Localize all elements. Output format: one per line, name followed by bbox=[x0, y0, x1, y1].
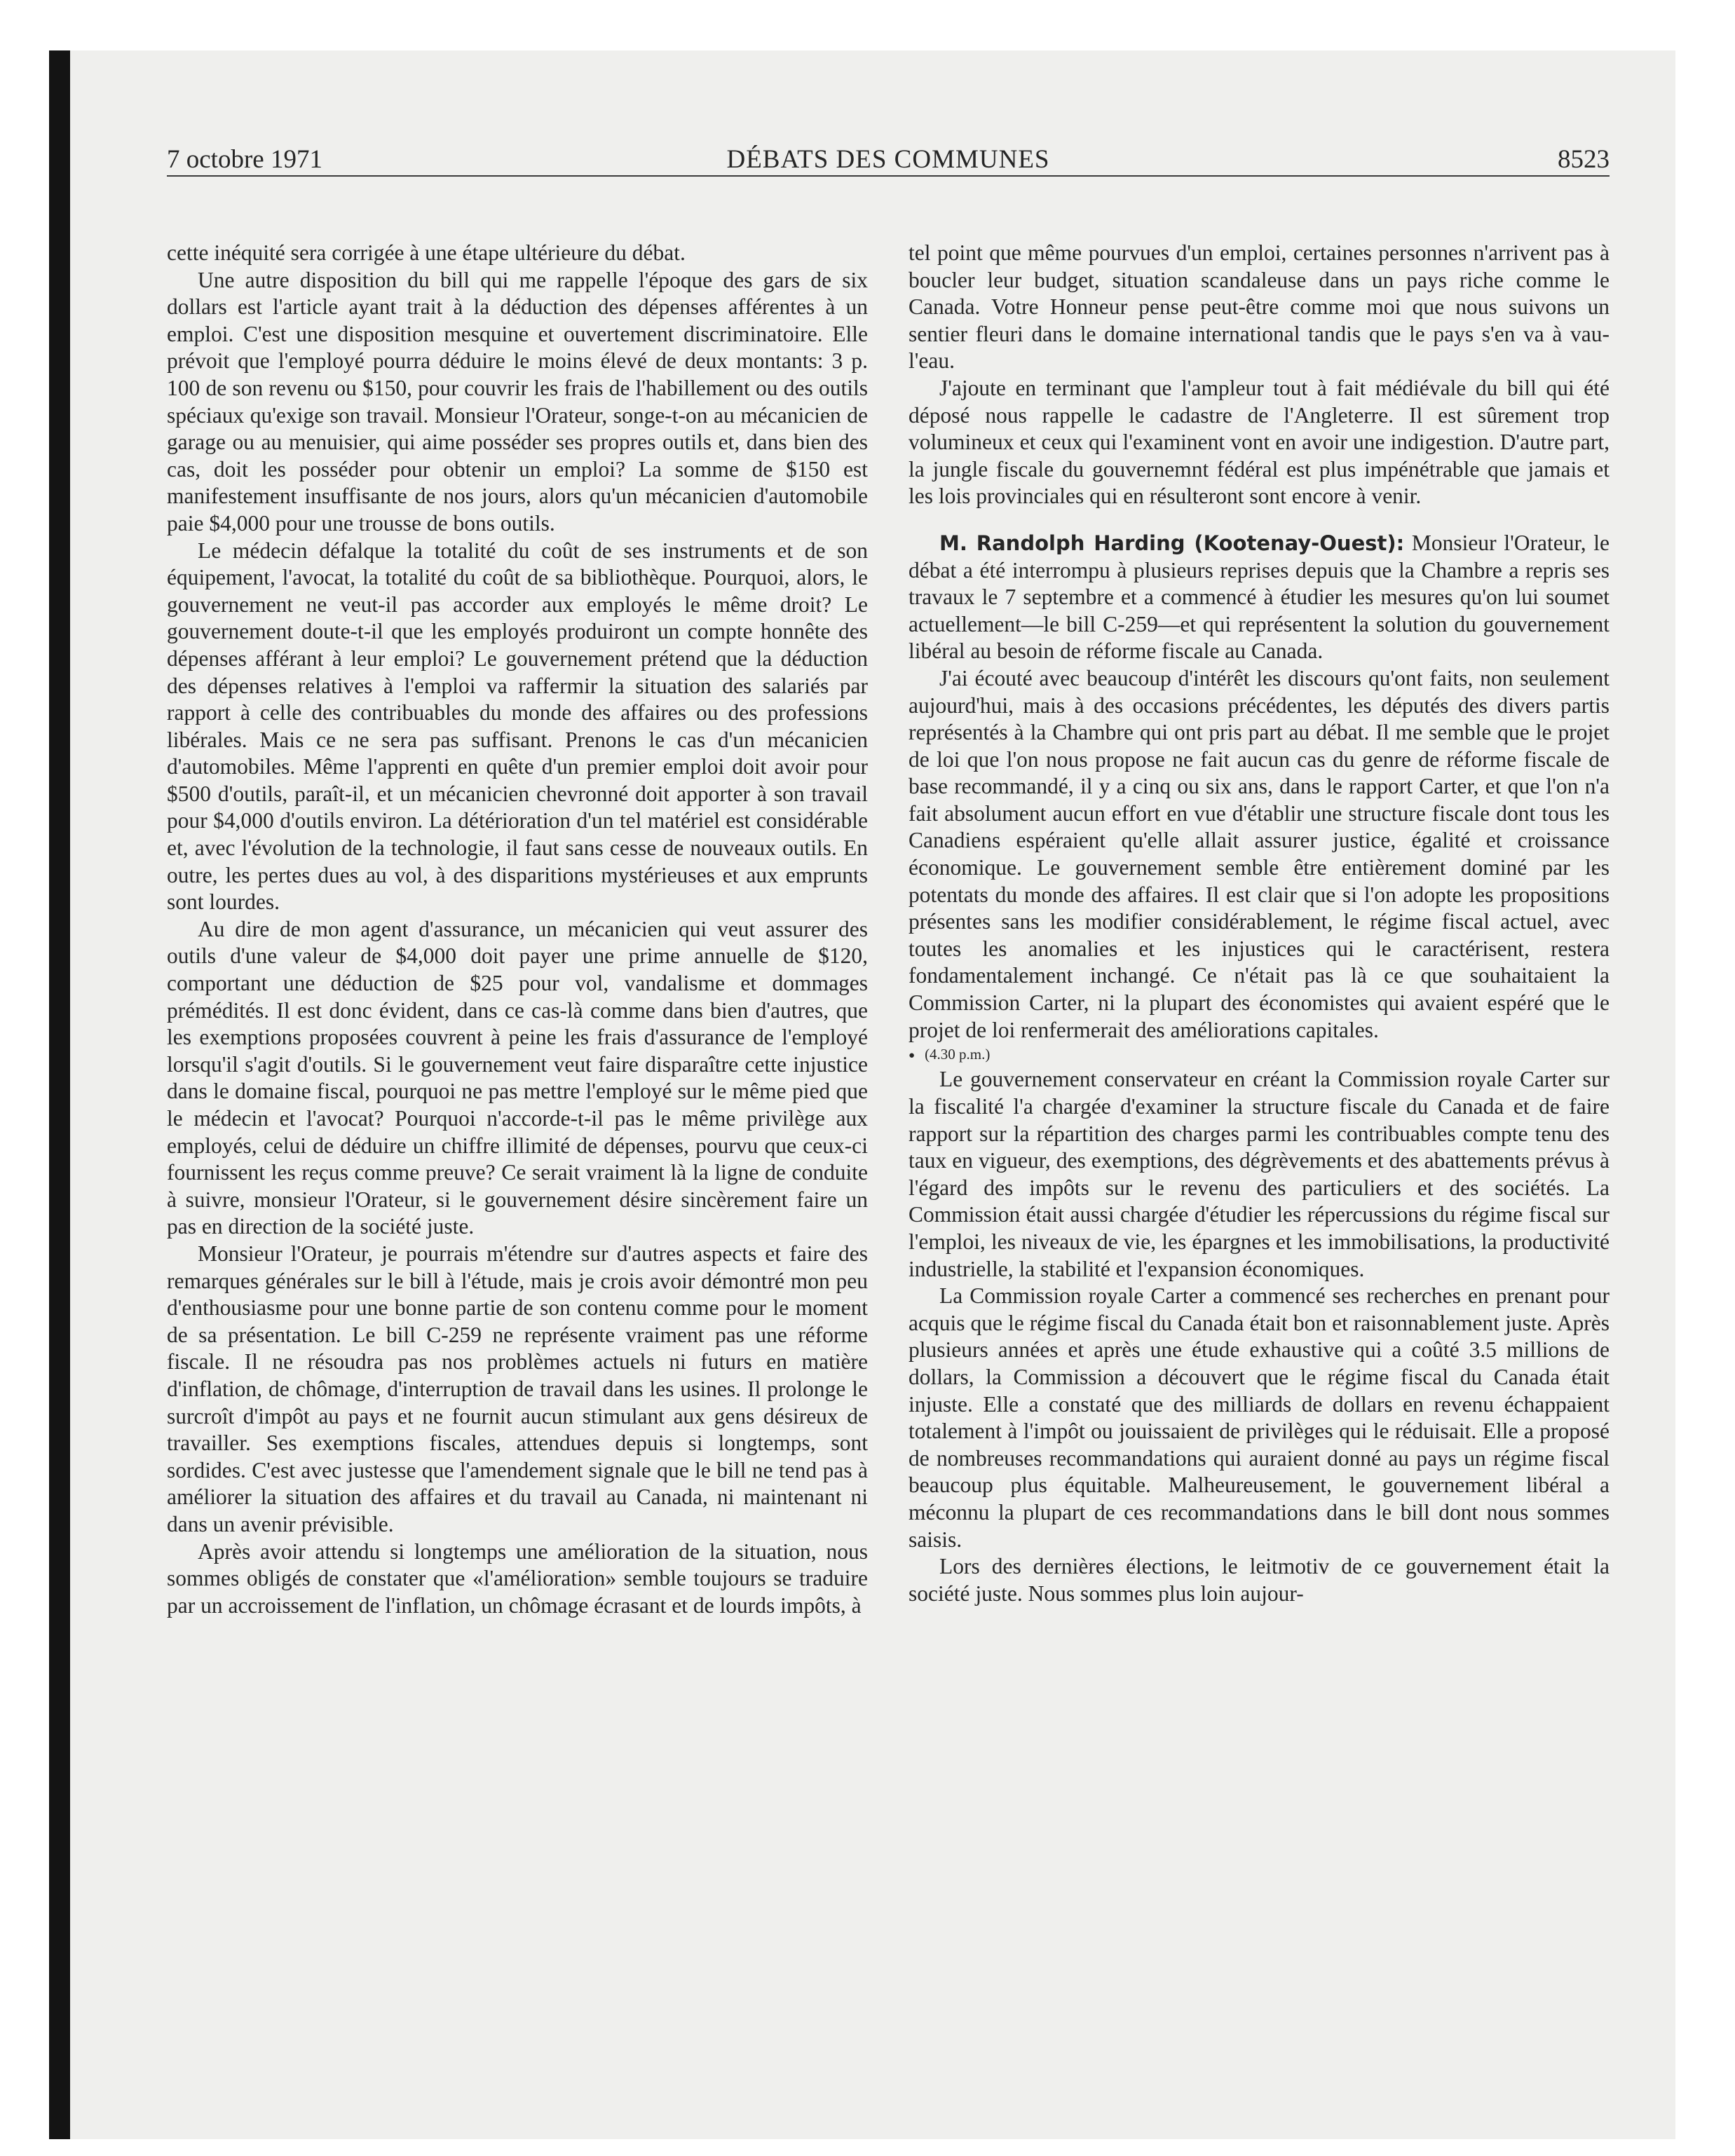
timestamp bbox=[909, 1044, 1610, 1066]
right-column bbox=[909, 240, 1610, 1607]
paragraph: Au dire de mon agent d'assurance, un mécanicien qui veut assurer des outils d'une valeur de $4,000 doit payer une prime annuelle de $120, comportant une déduction de $25 pour vol, vandalisme et dommages prémédités. Il est donc évident, dans ce cas-là comme dans bien d'autres, que les exemptions proposées couvrent à peine les frais d'assurance de l'employé lorsqu'il s'agit d'outils. Si le gouvernement veut faire disparaître cette injustice dans le domaine fiscal, pourquoi ne pas mettre l'employé sur le même pied que le médecin et l'avocat? Pourquoi n'accorde-t-il pas le même privilège aux employés, celui de déduire un chiffre illimité de dépenses, pourvu que ceux-ci fournissent les reçus comme preuve? Ce serait vraiment là la ligne de conduite à suivre, monsieur l'Orateur, si le gouvernement désire sincèrement faire un pas en direction de la société juste. bbox=[167, 916, 868, 1239]
header-title: DÉBATS DES COMMUNES bbox=[726, 145, 1050, 174]
paragraph: Lors des dernières élections, le leitmotiv de ce gouvernement était la société juste. Nous sommes plus loin aujour- bbox=[909, 1554, 1610, 1606]
document-page bbox=[167, 144, 1610, 2121]
timestamp-text: (4.30 p.m.) bbox=[925, 1046, 991, 1063]
paragraph: tel point que même pourvues d'un emploi, certaines personnes n'arrivent pas à boucler leur budget, situation scandaleuse dans un pays riche comme le Canada. Votre Honneur pense peut-être comme moi que nous suivons un sentier fleuri dans le domaine international tandis que le pays s'en va à vau-l'eau. bbox=[909, 240, 1610, 374]
speech-text: Monsieur l'Orateur, le débat a été interrompu à plusieurs reprises depuis que la Chambre a repris ses travaux le 7 septembre et a commencé à étudier les mesures qu'on lui soumet actuellement—le bill C-259—et qui représentent la solution du gouvernement libéral au besoin de réforme fiscale au Canada. bbox=[909, 530, 1610, 664]
bullet-icon: ● bbox=[909, 1050, 916, 1062]
speaker-name: M. Randolph Harding (Kootenay-Ouest): bbox=[939, 531, 1405, 555]
left-column bbox=[167, 240, 868, 1619]
speech-paragraph bbox=[909, 530, 1610, 665]
scan-binding-edge bbox=[49, 50, 70, 2139]
paragraph: Le gouvernement conservateur en créant la Commission royale Carter sur la fiscalité l'a chargée d'examiner la structure fiscale du Canada et de faire rapport sur la répartition des charges parmi les contribuables compte tenu des taux en vigueur, des exemptions, des dégrèvements et des abattements prévus à l'égard des impôts sur le revenu des particuliers et des sociétés. La Commission était aussi chargée d'étudier les répercussions du régime fiscal sur l'emploi, les niveaux de vie, les épargnes et les immobilisations, la productivité industrielle, la stabilité et l'expansion économiques. bbox=[909, 1067, 1610, 1281]
paragraph: Après avoir attendu si longtemps une amélioration de la situation, nous sommes obligés de constater que «l'amélioration» semble toujours se traduire par un accroissement de l'inflation, un chômage écrasant et de lourds impôts, à bbox=[167, 1538, 868, 1618]
header-page-number: 8523 bbox=[1558, 145, 1610, 174]
paragraph: J'ai écouté avec beaucoup d'intérêt les discours qu'ont faits, non seulement aujourd'hui, mais à des occasions précédentes, les députés des divers partis représentés à la Chambre qui ont pris part au débat. Il me semble que le projet de loi que l'on nous propose ne fait aucun cas du genre de réforme fiscale de base recommandé, il y a cinq ou six ans, dans le rapport Carter, et que l'on n'a fait absolument aucun effort en vue d'établir une structure fiscale dont tous les Canadiens espéraient qu'elle allait assurer justice, égalité et croissance économique. Le gouvernement semble être entièrement dominé par les potentats du monde des affaires. Il est clair que si l'on adopte les propositions présentes sans les modifier considérablement, le régime fiscal actuel, avec toutes les anomalies et les injustices qui le caractérisent, restera fondamentalement inchangé. Ce n'était pas là ce que souhaitaient la Commission Carter, ni la plupart des économistes qui avaient espéré que le projet de loi renfermerait des améliorations capitales. bbox=[909, 665, 1610, 1042]
paragraph: cette inéquité sera corrigée à une étape ultérieure du débat. bbox=[167, 240, 686, 265]
paragraph: Le médecin défalque la totalité du coût de ses instruments et de son équipement, l'avocat, la totalité du coût de sa bibliothèque. Pourquoi, alors, le gouvernement ne veut-il pas accorder aux employés le même droit? Le gouvernement doute-t-il que les employés produiront un compte honnête des dépenses afférant à leur emploi? Le gouvernement prétend que la déduction des dépenses relatives à l'emploi va raffermir la situation des salariés par rapport à celle des contribuables du monde des affaires ou des professions libérales. Mais ce ne sera pas suffisant. Prenons le cas d'un mécanicien d'automobiles. Même l'apprenti en quête d'un premier emploi doit avoir pour $500 d'outils, paraît-il, et un mécanicien chevronné doit apporter à son travail pour $4,000 d'outils environ. La détérioration d'un tel matériel est considérable et, avec l'évolution de la technologie, il faut sans cesse de nouveaux outils. En outre, les pertes dues au vol, à des disparitions mystérieuses et aux emprunts sont lourdes. bbox=[167, 538, 868, 915]
paragraph: La Commission royale Carter a commencé ses recherches en prenant pour acquis que le régime fiscal du Canada était bon et raisonnablement juste. Après plusieurs années et après une étude exhaustive qui a coûté 3.5 millions de dollars, la Commission a découvert que le régime fiscal du Canada était injuste. Elle a constaté que des milliards de dollars en revenu échappaient totalement à l'impôt ou jouissaient de privilèges qui le réduisait. Elle a proposé de nombreuses recommandations qui auraient donné au pays un régime fiscal beaucoup plus équitable. Malheureusement, le gouvernement libéral a méconnu la plupart de ces recommandations dans le bill dont nous sommes saisis. bbox=[909, 1283, 1610, 1552]
paragraph: Monsieur l'Orateur, je pourrais m'étendre sur d'autres aspects et faire des remarques générales sur le bill à l'étude, mais je crois avoir démontré mon peu d'enthousiasme pour une bonne partie de son contenu comme pour le moment de sa présentation. Le bill C-259 ne représente vraiment pas une réforme fiscale. Il ne résoudra pas nos problèmes actuels ni futurs en matière d'inflation, de chômage, d'interruption de travail dans les usines. Il prolonge le surcroît d'impôt au pays et ne fournit aucun stimulant aux gens désireux de travailler. Ses exemptions fiscales, attendues depuis si longtemps, sont sordides. C'est avec justesse que l'amendement signale que le bill ne tend pas à améliorer la situation des affaires et du travail au Canada, ni maintenant ni dans un avenir prévisible. bbox=[167, 1241, 868, 1536]
paragraph: J'ajoute en terminant que l'ampleur tout à fait médiévale du bill qui été déposé nous rappelle le cadastre de l'Angleterre. Il est sûrement trop volumineux et ceux qui l'examinent vont en avoir une indigestion. D'autre part, la jungle fiscale du gouvernemnt fédéral est plus impénétrable que jamais et les lois provinciales qui en résulteront sont encore à venir. bbox=[909, 375, 1610, 509]
page-header bbox=[167, 144, 1610, 177]
header-date: 7 octobre 1971 bbox=[167, 145, 322, 174]
paragraph: Une autre disposition du bill qui me rappelle l'époque des gars de six dollars est l'article ayant trait à la déduction des dépenses afférentes à un emploi. C'est une disposition mesquine et ouvertement discriminatoire. Elle prévoit que l'employé pourra déduire le moins élevé de deux montants: 3 p. 100 de son revenu ou $150, pour couvrir les frais de l'habillement ou des outils spéciaux qu'exige son travail. Monsieur l'Orateur, songe-t-on au mécanicien de garage ou au menuisier, qui aime posséder ses propres outils et, dans bien des cas, doit les posséder pour obtenir un emploi? La somme de $150 est manifestement insuffisante de nos jours, alors qu'un mécanicien d'automobile paie $4,000 pour une trousse de bons outils. bbox=[167, 267, 868, 535]
